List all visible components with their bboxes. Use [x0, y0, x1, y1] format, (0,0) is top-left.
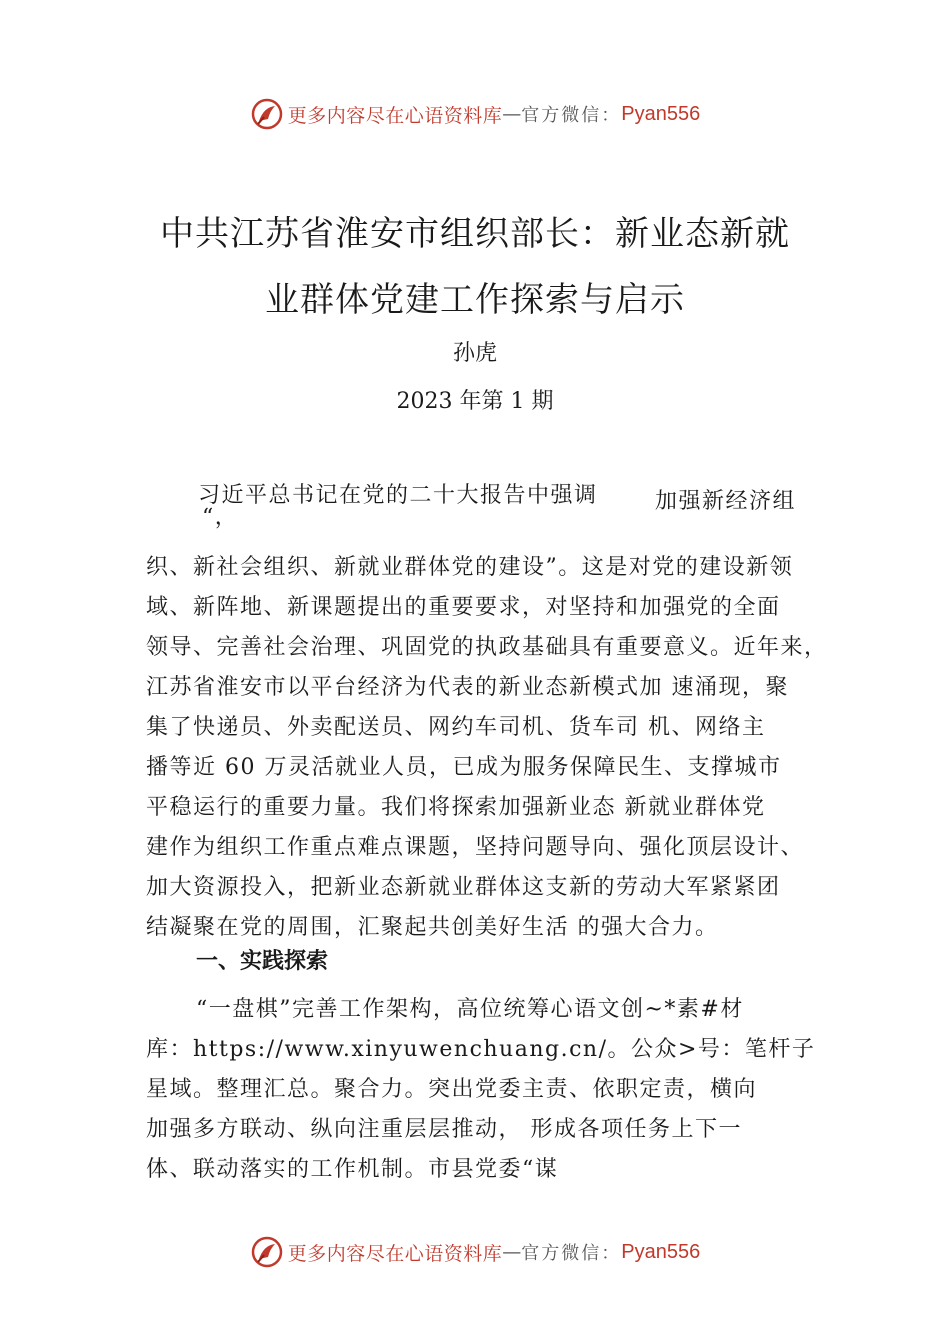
watermark-wechat-label: 官方微信：: [521, 1243, 622, 1264]
paragraph-line: 加大资源投入，把新业态新就业群体这支新的劳动大军紧紧团: [146, 875, 781, 900]
paragraph-line: “一盘棋”完善工作架构，高位统筹心语文创~*素#材: [196, 997, 744, 1022]
paragraph-1-first-line-a: 习近平总书记在党的二十大报告中强调: [198, 483, 598, 508]
watermark-text: 更多内容尽在心语资料库: [287, 104, 503, 127]
paragraph-line: 集了快递员、外卖配送员、网约车司机、货车司 机、网络主: [146, 715, 766, 740]
document-title-line-1: 中共江苏省淮安市组织部长：新业态新就: [160, 214, 790, 254]
watermark-wechat-id: Pyan556: [621, 1240, 701, 1263]
watermark-header: [0, 94, 950, 134]
section-heading: 一、实践探索: [196, 949, 329, 974]
paragraph-line: 领导、完善社会治理、巩固党的执政基础具有重要意义。近年来，: [146, 635, 828, 660]
paragraph-line: 库：https://www.xinyuwenchuang.cn/。公众>号：笔杆子: [146, 1037, 816, 1062]
watermark-wechat-id: Pyan556: [621, 102, 701, 125]
paragraph-line: 体、联动落实的工作机制。市县党委“谋: [146, 1157, 559, 1182]
watermark-wechat-label: 官方微信：: [521, 105, 622, 126]
watermark-footer: [0, 1232, 950, 1272]
paragraph-line: 江苏省淮安市以平台经济为代表的新业态新模式加 速涌现，聚: [146, 675, 789, 700]
paragraph-1-quote-mark: “，: [202, 505, 239, 530]
paragraph-line: 星域。整理汇总。聚合力。突出党委主责、依职定责，横向: [146, 1077, 758, 1102]
seal-logo-icon: [250, 1235, 284, 1269]
watermark-text: 更多内容尽在心语资料库: [287, 1242, 503, 1265]
paragraph-line: 平稳运行的重要力量。我们将探索加强新业态 新就业群体党: [146, 795, 766, 820]
author: 孙虎: [452, 341, 497, 366]
paragraph-line: 织、新社会组织、新就业群体党的建设”。这是对党的建设新领: [146, 555, 794, 580]
watermark-separator: —: [502, 103, 522, 125]
document-title-line-2: 业群体党建工作探索与启示: [265, 280, 685, 320]
paragraph-line: 域、新阵地、新课题提出的重要要求，对坚持和加强党的全面: [146, 595, 781, 620]
paragraph-line: 结凝聚在党的周围，汇聚起共创美好生活 的强大合力。: [146, 915, 719, 940]
seal-logo-icon: [250, 97, 284, 131]
watermark-separator: —: [502, 1241, 522, 1263]
paragraph-1-first-line-b: 加强新经济组: [655, 489, 797, 514]
paragraph-line: 加强多方联动、纵向注重层层推动， 形成各项任务上下一: [146, 1117, 742, 1142]
issue-number: 2023 年第 1 期: [396, 389, 554, 414]
paragraph-line: 播等近 60 万灵活就业人员，已成为服务保障民生、支撑城市: [146, 755, 782, 780]
paragraph-line: 建作为组织工作重点难点课题，坚持问题导向、强化顶层设计、: [146, 835, 805, 860]
